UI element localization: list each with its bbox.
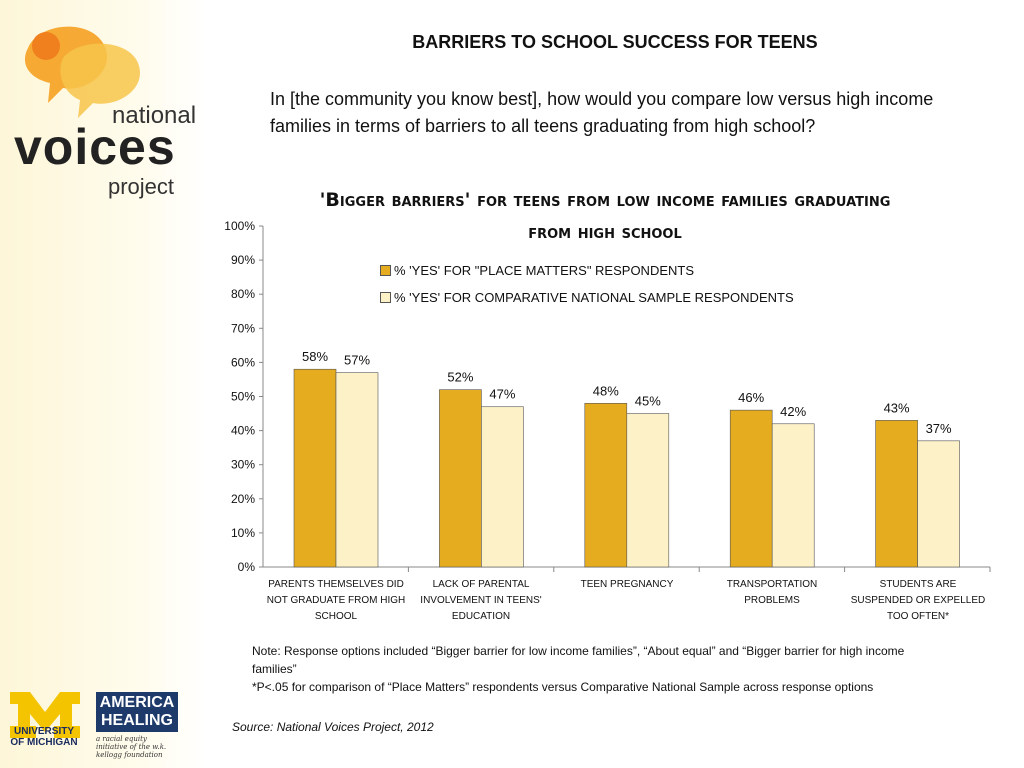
category-label-3: TEEN PREGNANCY	[580, 579, 674, 590]
data-label: 37%	[925, 420, 952, 436]
data-label: 45%	[634, 393, 661, 409]
data-label: 42%	[780, 403, 807, 419]
sidebar	[0, 0, 207, 768]
page-title: BARRIERS TO SCHOOL SUCCESS FOR TEENS	[412, 32, 818, 52]
footnote	[252, 642, 952, 696]
y-tick-label: 0%	[237, 560, 255, 574]
source-text: Source: National Voices Project, 2012	[232, 720, 434, 734]
bar-series1-cat1	[294, 369, 336, 567]
y-tick-label: 30%	[230, 457, 255, 472]
bar-series1-cat2	[439, 390, 481, 567]
logo-national-text: national	[112, 102, 197, 129]
footnote-line-1: Note: Response options included “Bigger barrier for low income families”, “About equal” and “Bigger barrier for high income families”	[252, 644, 905, 676]
logo-project-text: project	[108, 174, 175, 199]
legend-label-series2: % 'YES' FOR COMPARATIVE NATIONAL SAMPLE RESPONDENTS	[394, 290, 794, 305]
y-tick-label: 10%	[230, 525, 255, 540]
chart-legend	[380, 257, 794, 311]
category-label-1: PARENTS THEMSELVES DID NOT GRADUATE FROM HIGH SCHOOL	[266, 579, 406, 622]
chart-title: 'Bigger barriers' for teens from low income families graduating from high school	[319, 189, 891, 243]
y-tick-label: 100%	[224, 219, 255, 233]
y-tick-label: 80%	[230, 287, 255, 302]
y-tick-label: 90%	[230, 253, 255, 268]
bar-series2-cat3	[627, 414, 669, 567]
legend-item-series1	[380, 257, 794, 284]
data-label: 47%	[489, 386, 516, 402]
legend-item-series2	[380, 284, 794, 311]
survey-question: In [the community you know best], how would you compare low versus high income families in terms of barriers to all teens graduating from high school?	[270, 89, 934, 136]
data-label: 46%	[738, 390, 765, 406]
bar-series1-cat3	[585, 403, 627, 567]
category-label-2: LACK OF PARENTAL INVOLVEMENT IN TEENS' EDUCATION	[420, 579, 542, 622]
bar-series2-cat2	[481, 407, 523, 567]
footnote-line-2: *P<.05 for comparison of “Place Matters” respondents versus Comparative National Sample across response options	[252, 680, 874, 694]
bar-series2-cat5	[918, 441, 960, 567]
y-tick-label: 50%	[230, 389, 255, 404]
bar-series1-cat4	[730, 410, 772, 567]
legend-label-series1: % 'YES' FOR "PLACE MATTERS" RESPONDENTS	[394, 263, 695, 278]
bar-series2-cat1	[336, 373, 378, 567]
data-label: 58%	[301, 349, 329, 365]
y-tick-label: 60%	[230, 355, 255, 370]
category-label-5: STUDENTS ARE SUSPENDED OR EXPELLED TOO OFTEN*	[850, 579, 986, 622]
legend-swatch-series1	[380, 265, 391, 276]
bar-series2-cat4	[772, 424, 814, 567]
y-tick-label: 40%	[230, 423, 255, 438]
y-tick-label: 20%	[230, 491, 255, 506]
data-label: 57%	[343, 352, 371, 368]
data-label: 52%	[447, 369, 474, 385]
y-tick-label: 70%	[230, 321, 255, 336]
university-of-michigan-text: UNIVERSITY OF MICHIGAN	[10, 726, 78, 748]
data-label: 43%	[883, 400, 910, 416]
logo-voices-text: voices	[14, 119, 176, 175]
legend-swatch-series2	[380, 292, 391, 303]
bar-series1-cat5	[876, 420, 918, 567]
america-healing-text: AMERICA HEALING	[96, 692, 178, 732]
data-label: 48%	[592, 383, 619, 399]
america-healing-tagline: a racial equity initiative of the w.k. kellogg foundation	[96, 735, 167, 759]
category-label-4: TRANSPORTATION PROBLEMS	[726, 579, 818, 606]
